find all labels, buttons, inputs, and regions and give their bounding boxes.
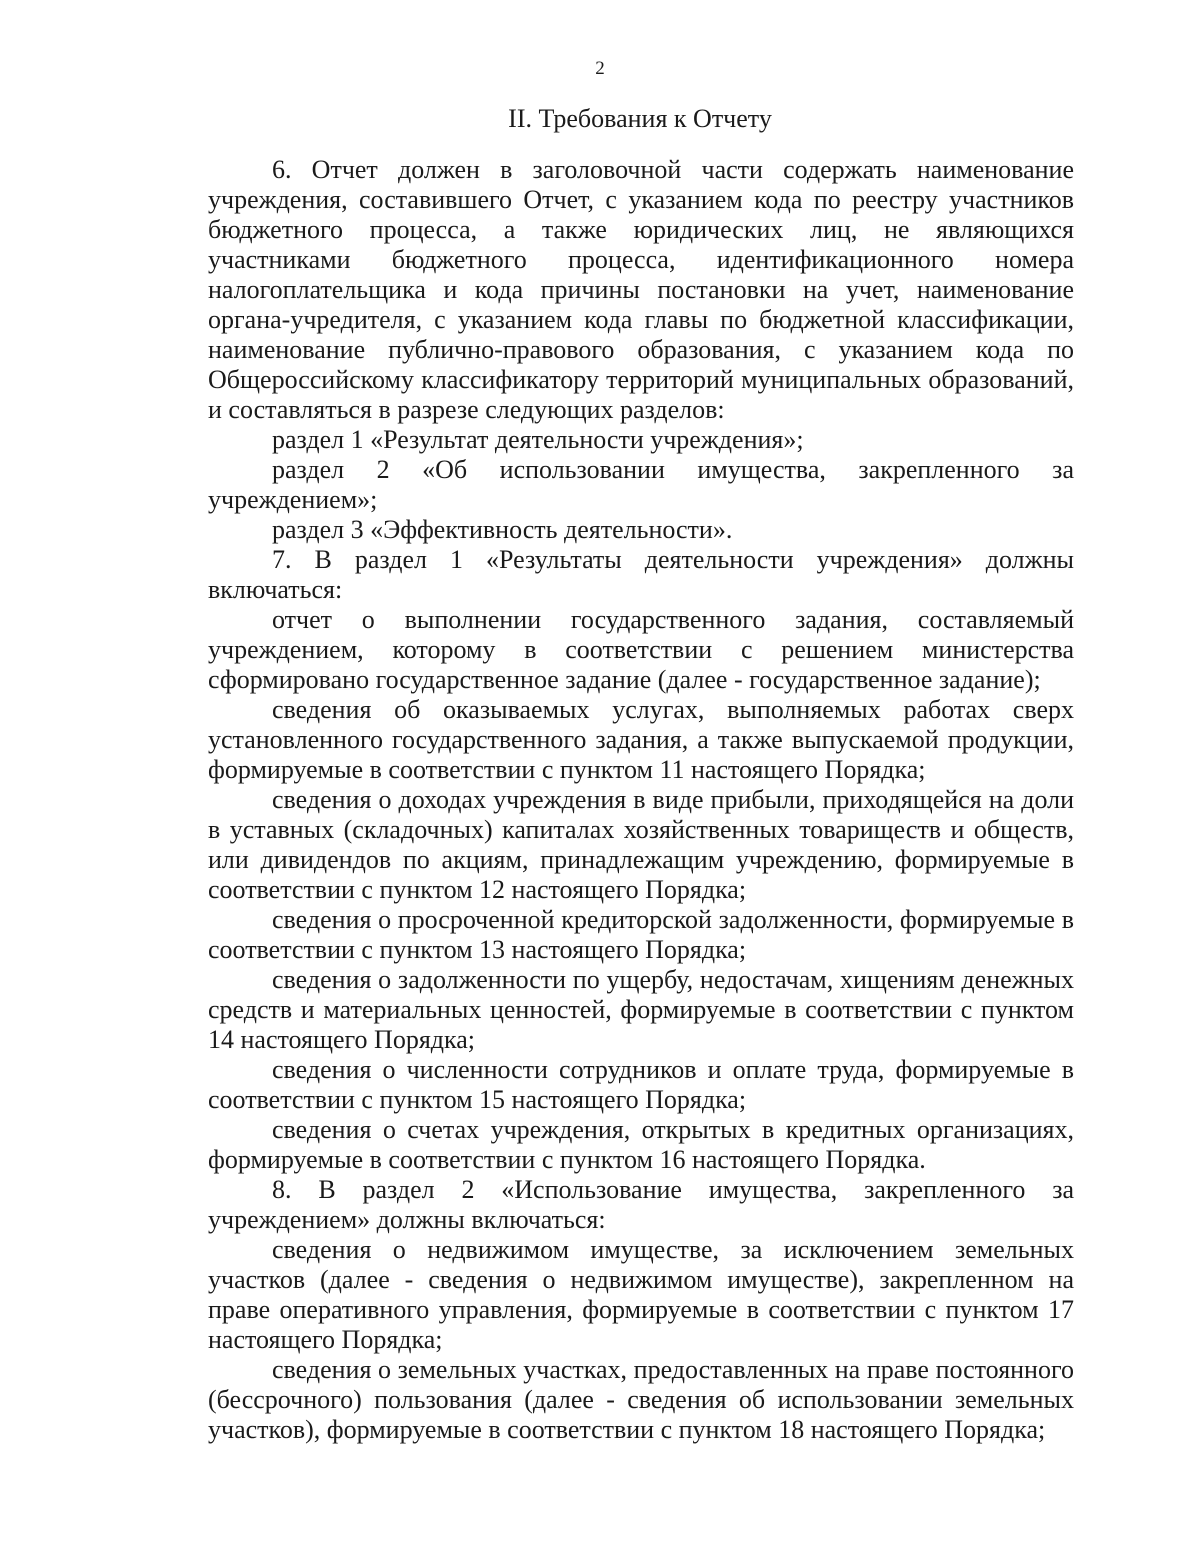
paragraph-section-1: раздел 1 «Результат деятельности учреждения»; <box>272 425 804 454</box>
paragraph-accounts-info: сведения о счетах учреждения, открытых в кредитных организациях, формируемые в соответствии с пунктом 16 настоящего Порядка. <box>208 1115 1074 1174</box>
paragraph-section-3: раздел 3 «Эффективность деятельности». <box>272 515 733 544</box>
paragraph-section-2: раздел 2 «Об использовании имущества, закрепленного за учреждением»; <box>208 455 1074 514</box>
paragraph-services-info: сведения об оказываемых услугах, выполняемых работах сверх установленного государственного задания, а также выпускаемой продукции, формируемые в соответствии с пунктом 11 настоящего Порядка; <box>208 695 1074 784</box>
paragraph-8: 8. В раздел 2 «Использование имущества, закрепленного за учреждением» должны включаться: <box>208 1175 1074 1234</box>
page-number: 2 <box>595 58 605 79</box>
section-title: II. Требования к Отчету <box>508 104 772 133</box>
paragraph-real-estate-info: сведения о недвижимом имуществе, за исключением земельных участков (далее - сведения о недвижимом имуществе), закрепленном на праве оперативного управления, формируемые в соответствии с пунктом 17 настоящего Порядка; <box>208 1235 1074 1354</box>
paragraph-overdue-debt-info: сведения о просроченной кредиторской задолженности, формируемые в соответствии с пунктом 13 настоящего Порядка; <box>208 905 1074 964</box>
paragraph-7: 7. В раздел 1 «Результаты деятельности учреждения» должны включаться: <box>208 545 1074 604</box>
paragraph-staff-info: сведения о численности сотрудников и оплате труда, формируемые в соответствии с пунктом 15 настоящего Порядка; <box>208 1055 1074 1114</box>
paragraph-state-task-report: отчет о выполнении государственного задания, составляемый учреждением, которому в соответствии с решением министерства сформировано государственное задание (далее - государственное задание); <box>208 605 1074 694</box>
paragraph-6: 6. Отчет должен в заголовочной части содержать наименование учреждения, составившего Отчет, с указанием кода по реестру участников бюджетного процесса, а также юридических лиц, не являющихся участниками бюджетного процесса, идентификационного номера налогоплательщика и кода причины постановки на учет, наименование органа-учредителя, с указанием кода главы по бюджетной классификации, наименование публично-правового образования, с указанием кода по Общероссийскому классификатору территорий муниципальных образований, и составляться в разрезе следующих разделов: <box>208 155 1074 424</box>
paragraph-damage-debt-info: сведения о задолженности по ущербу, недостачам, хищениям денежных средств и материальных ценностей, формируемые в соответствии с пунктом 14 настоящего Порядка; <box>208 965 1074 1054</box>
paragraph-income-info: сведения о доходах учреждения в виде прибыли, приходящейся на доли в уставных (складочных) капиталах хозяйственных товариществ и обществ, или дивидендов по акциям, принадлежащим учреждению, формируемые в соответствии с пунктом 12 настоящего Порядка; <box>208 785 1074 904</box>
document-body <box>208 155 1074 1445</box>
paragraph-land-plots-info: сведения о земельных участках, предоставленных на праве постоянного (бессрочного) пользования (далее - сведения об использовании земельных участков), формируемые в соответствии с пунктом 18 настоящего Порядка; <box>208 1355 1074 1444</box>
